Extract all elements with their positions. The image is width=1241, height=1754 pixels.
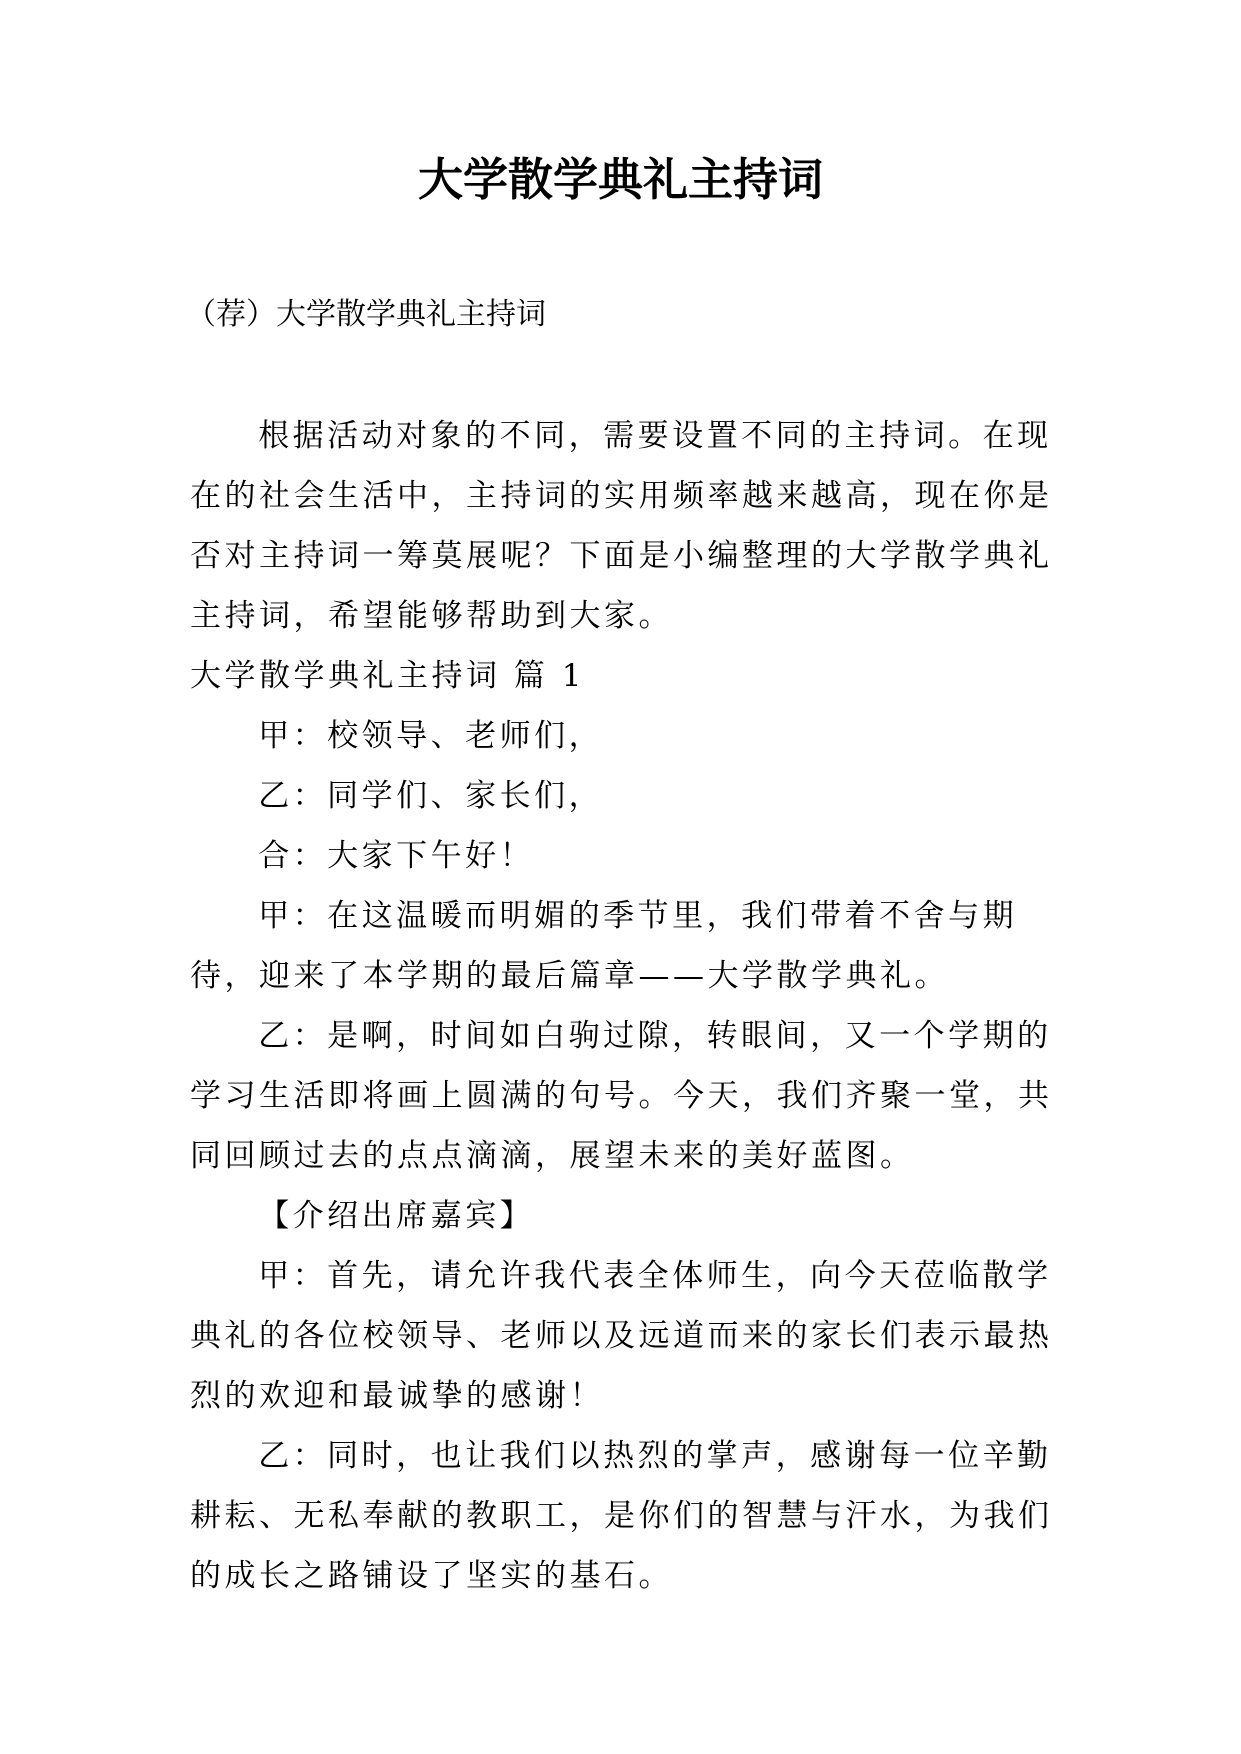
dialogue-line: 乙：同学们、家长们， bbox=[258, 778, 604, 814]
dialogue-line: 合：大家下午好！ bbox=[258, 838, 535, 874]
intro-paragraph: 根据活动对象的不同，需要设置不同的主持词。在现在的社会生活中，主持词的实用频率越来越高，现在你是否对主持词一筹莫展呢？下面是小编整理的大学散学典礼主持词，希望能够帮助到大家。 bbox=[190, 418, 1053, 634]
section-heading: 大学散学典礼主持词 篇 1 bbox=[190, 658, 585, 694]
document-body bbox=[190, 406, 1070, 1606]
dialogue-line: 乙：同时，也让我们以热烈的掌声，感谢每一位辛勤耕耘、无私奉献的教职工，是你们的智慧与汗水，为我们的成长之路铺设了坚实的基石。 bbox=[190, 1438, 1053, 1594]
dialogue-line: 甲：校领导、老师们， bbox=[258, 718, 604, 754]
document-title: 大学散学典礼主持词 bbox=[417, 153, 823, 206]
dialogue-line: 乙：是啊，时间如白驹过隙，转眼间，又一个学期的学习生活即将画上圆满的句号。今天，我们齐聚一堂，共同回顾过去的点点滴滴，展望未来的美好蓝图。 bbox=[190, 1018, 1053, 1174]
dialogue-line: 甲：首先，请允许我代表全体师生，向今天莅临散学典礼的各位校领导、老师以及远道而来的家长们表示最热烈的欢迎和最诚挚的感谢！ bbox=[190, 1258, 1053, 1414]
stage-direction: 【介绍出席嘉宾】 bbox=[258, 1198, 535, 1234]
dialogue-line: 甲：在这温暖而明媚的季节里，我们带着不舍与期待，迎来了本学期的最后篇章——大学散学典礼。 bbox=[190, 898, 1018, 994]
document-subtitle: （荐）大学散学典礼主持词 bbox=[186, 297, 546, 332]
